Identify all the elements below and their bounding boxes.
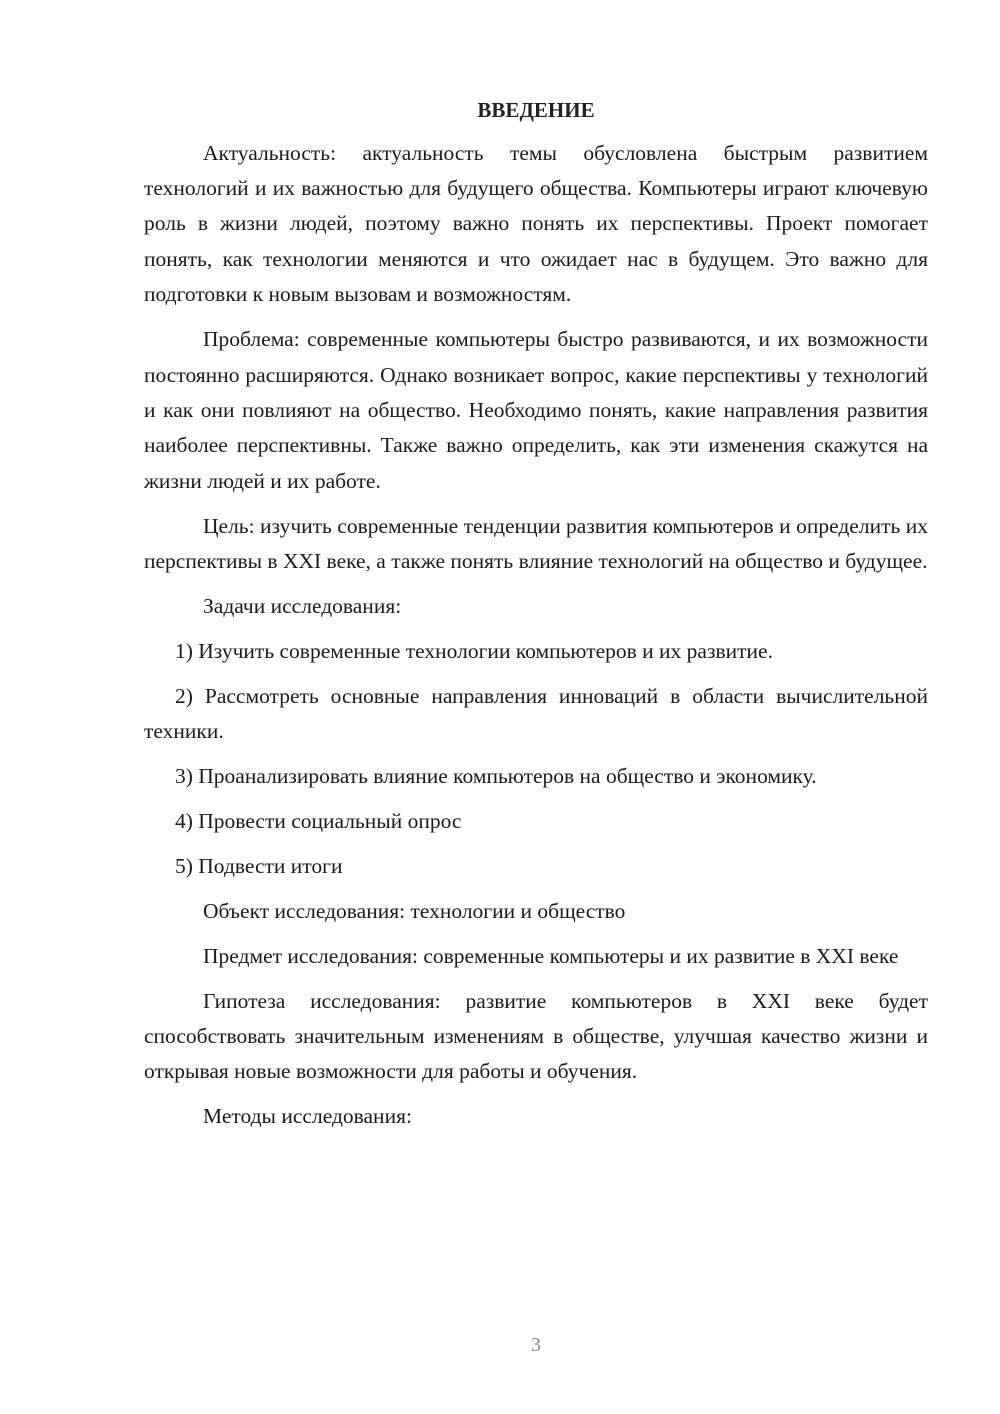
task-item-4: 4) Провести социальный опрос <box>175 809 462 833</box>
tasks-heading: Задачи исследования: <box>203 593 402 618</box>
research-object-paragraph: Объект исследования: технологии и общество <box>203 898 626 923</box>
hypothesis-paragraph: Гипотеза исследования: развитие компьютеров в XXI веке будет способствовать значительным изменениям в обществе, улучшая качество жизни и открывая новые возможности для работы и обучения. <box>144 988 928 1084</box>
task-item-1: 1) Изучить современные технологии компьютеров и их развитие. <box>175 638 773 663</box>
page-number: 3 <box>531 1334 541 1356</box>
relevance-paragraph: Актуальность: актуальность темы обусловлена быстрым развитием технологий и их важностью для будущего общества. Компьютеры играют ключевую роль в жизни людей, поэтому важно понять их перспективы. Проект помогает понять, как технологии меняются и что ожидает нас в будущем. Это важно для подготовки к новым вызовам и возможностям. <box>144 140 928 307</box>
task-item-5: 5) Подвести итоги <box>175 853 343 878</box>
task-item-3: 3) Проанализировать влияние компьютеров на общество и экономику. <box>175 764 817 789</box>
methods-heading: Методы исследования: <box>203 1104 412 1129</box>
page-content <box>144 94 928 1144</box>
task-item-2: 2) Рассмотреть основные направления инноваций в области вычислительной техники. <box>144 683 928 744</box>
section-heading: ВВЕДЕНИЕ <box>477 98 595 122</box>
problem-paragraph: Проблема: современные компьютеры быстро развиваются, и их возможности постоянно расширяются. Однако возникает вопрос, какие перспективы у технологий и как они повлияют на общество. Необходимо понять, какие направления развития наиболее перспективны. Также важно определить, как эти изменения скажутся на жизни людей и их работе. <box>144 327 928 493</box>
research-subject-paragraph: Предмет исследования: современные компьютеры и их развитие в XXI веке <box>203 943 899 968</box>
goal-paragraph: Цель: изучить современные тенденции развития компьютеров и определить их перспективы в XXI веке, а также понять влияние технологий на общество и будущее. <box>144 513 928 574</box>
